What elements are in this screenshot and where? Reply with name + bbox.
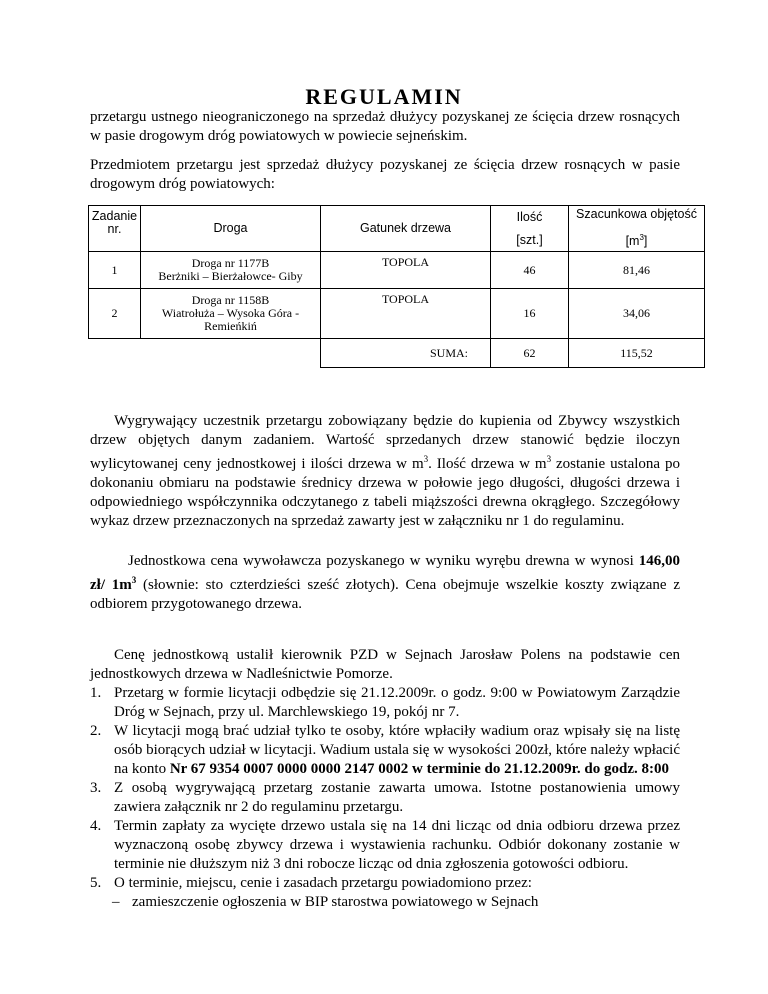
table-row	[89, 252, 705, 289]
header-ilosc	[491, 206, 569, 252]
header-ilosc-unit: [szt.]	[516, 232, 543, 247]
cell-gatunek: TOPOLA	[321, 289, 491, 339]
intro-paragraph: przetargu ustnego nieograniczonego na sprzedaż dłużycy pozyskanej ze ścięcia drzew rosnących w pasie drogowym dróg powiatowych w powiecie sejneńskim.	[90, 109, 680, 144]
table-sum-row	[89, 339, 705, 368]
document-title: REGULAMIN	[305, 84, 463, 109]
subject-paragraph: Przedmiotem przetargu jest sprzedaż dłużycy pozyskanej ze ścięcia drzew rosnących w pasie drogowym dróg powiatowych:	[90, 157, 680, 192]
header-zadanie: Zadanie nr.	[89, 206, 141, 252]
table-header-row	[89, 206, 705, 252]
sub-list-item: – zamieszczenie ogłoszenia w BIP starostwa powiatowego w Sejnach	[112, 894, 539, 910]
header-droga: Droga	[141, 206, 321, 252]
list-item: 2. W licytacji mogą brać udział tylko te osoby, które wpłaciły wadium oraz wpisały się na listę osób biorących udział w licytacji. Wadium ustala się w wysokości 200zł, które należy wpłacić na konto Nr 67 9354 0007 0000 0000 2147 0002 w terminie do 21.12.2009r. do godz. 8:00	[90, 723, 680, 777]
header-ilosc-label: Ilość	[516, 209, 543, 224]
table-row	[89, 289, 705, 339]
cell-ilosc: 16	[491, 289, 569, 339]
cell-objetosc: 81,46	[569, 252, 705, 289]
list-item: 1. Przetarg w formie licytacji odbędzie się 21.12.2009r. o godz. 9:00 w Powiatowym Zarządzie Dróg w Sejnach, przy ul. Marchlewskiego 19, pokój nr 7.	[90, 685, 680, 720]
header-objetosc-unit: $[m^3]$	[625, 233, 648, 249]
header-objetosc-label: Szacunkowa objętość	[576, 207, 697, 222]
cell-ilosc: 46	[491, 252, 569, 289]
header-gatunek: Gatunek drzewa	[321, 206, 491, 252]
trees-table	[88, 205, 705, 368]
cell-droga: Droga nr 1158B Wiatrołuża – Wysoka Góra - Remieńkiń	[141, 289, 321, 339]
cell-nr: 2	[89, 289, 141, 339]
cell-objetosc: 34,06	[569, 289, 705, 339]
cell-nr: 1	[89, 252, 141, 289]
unit-price-paragraph: Cenę jednostkową ustalił kierownik PZD w Sejnach Jarosław Polens na podstawie cen jednostkowych drzewa w Nadleśnictwie Pomorze.	[90, 647, 680, 682]
winner-paragraph: Wygrywający uczestnik przetargu zobowiązany będzie do kupienia od Zbywcy wszystkich drzew objętych danym zadaniem. Wartość sprzedanych drzew stanowić będzie iloczyn wylicytowanej ceny jednostkowej i ilości drzewa w $m^3$. Ilość drzewa w $m^3$ zostanie ustalona po dokonaniu obmiaru na podstawie średnicy drzewa w połowie jego długości, długości drzewa i odpowiedniego współczynnika odczytanego z tabeli miąższości drewna okrągłego. Szczegółowy wykaz drzew przeznaczonych na sprzedaż zawarty jest w załączniku nr 1 do regulaminu.	[90, 413, 680, 529]
cell-droga: Droga nr 1177B Berżniki – Bierżałowce- Giby	[141, 252, 321, 289]
sum-ilosc: 62	[491, 339, 569, 368]
sum-label: SUMA:	[321, 339, 491, 368]
price-paragraph: Jednostkowa cena wywoławcza pozyskanego w wyniku wyrębu drewna w wynosi 146,00 zł/ $1m^3$ (słownie: sto czterdzieści sześć złotych). Cena obejmuje wszelkie koszty związane z odbiorem przygotowanego drzewa.	[90, 553, 681, 612]
list-item: 3. Z osobą wygrywającą przetarg zostanie zawarta umowa. Istotne postanowienia umowy zawiera załącznik nr 2 do regulaminu przetargu.	[90, 780, 680, 815]
list-item: 5. O terminie, miejscu, cenie i zasadach przetargu powiadomiono przez:	[90, 875, 532, 891]
rules-list	[90, 684, 680, 912]
list-item: 4. Termin zapłaty za wycięte drzewo ustala się na 14 dni licząc od dnia odbioru drzewa przez wyznaczoną osobę zbywcy drzewa i wystawienia rachunku. Odbiór dokonany zostanie w terminie nie dłuższym niż 3 dni robocze licząc od dnia zgłoszenia gotowości odbioru.	[90, 818, 680, 872]
sum-objetosc: 115,52	[569, 339, 705, 368]
header-objetosc	[569, 206, 705, 252]
cell-gatunek: TOPOLA	[321, 252, 491, 289]
